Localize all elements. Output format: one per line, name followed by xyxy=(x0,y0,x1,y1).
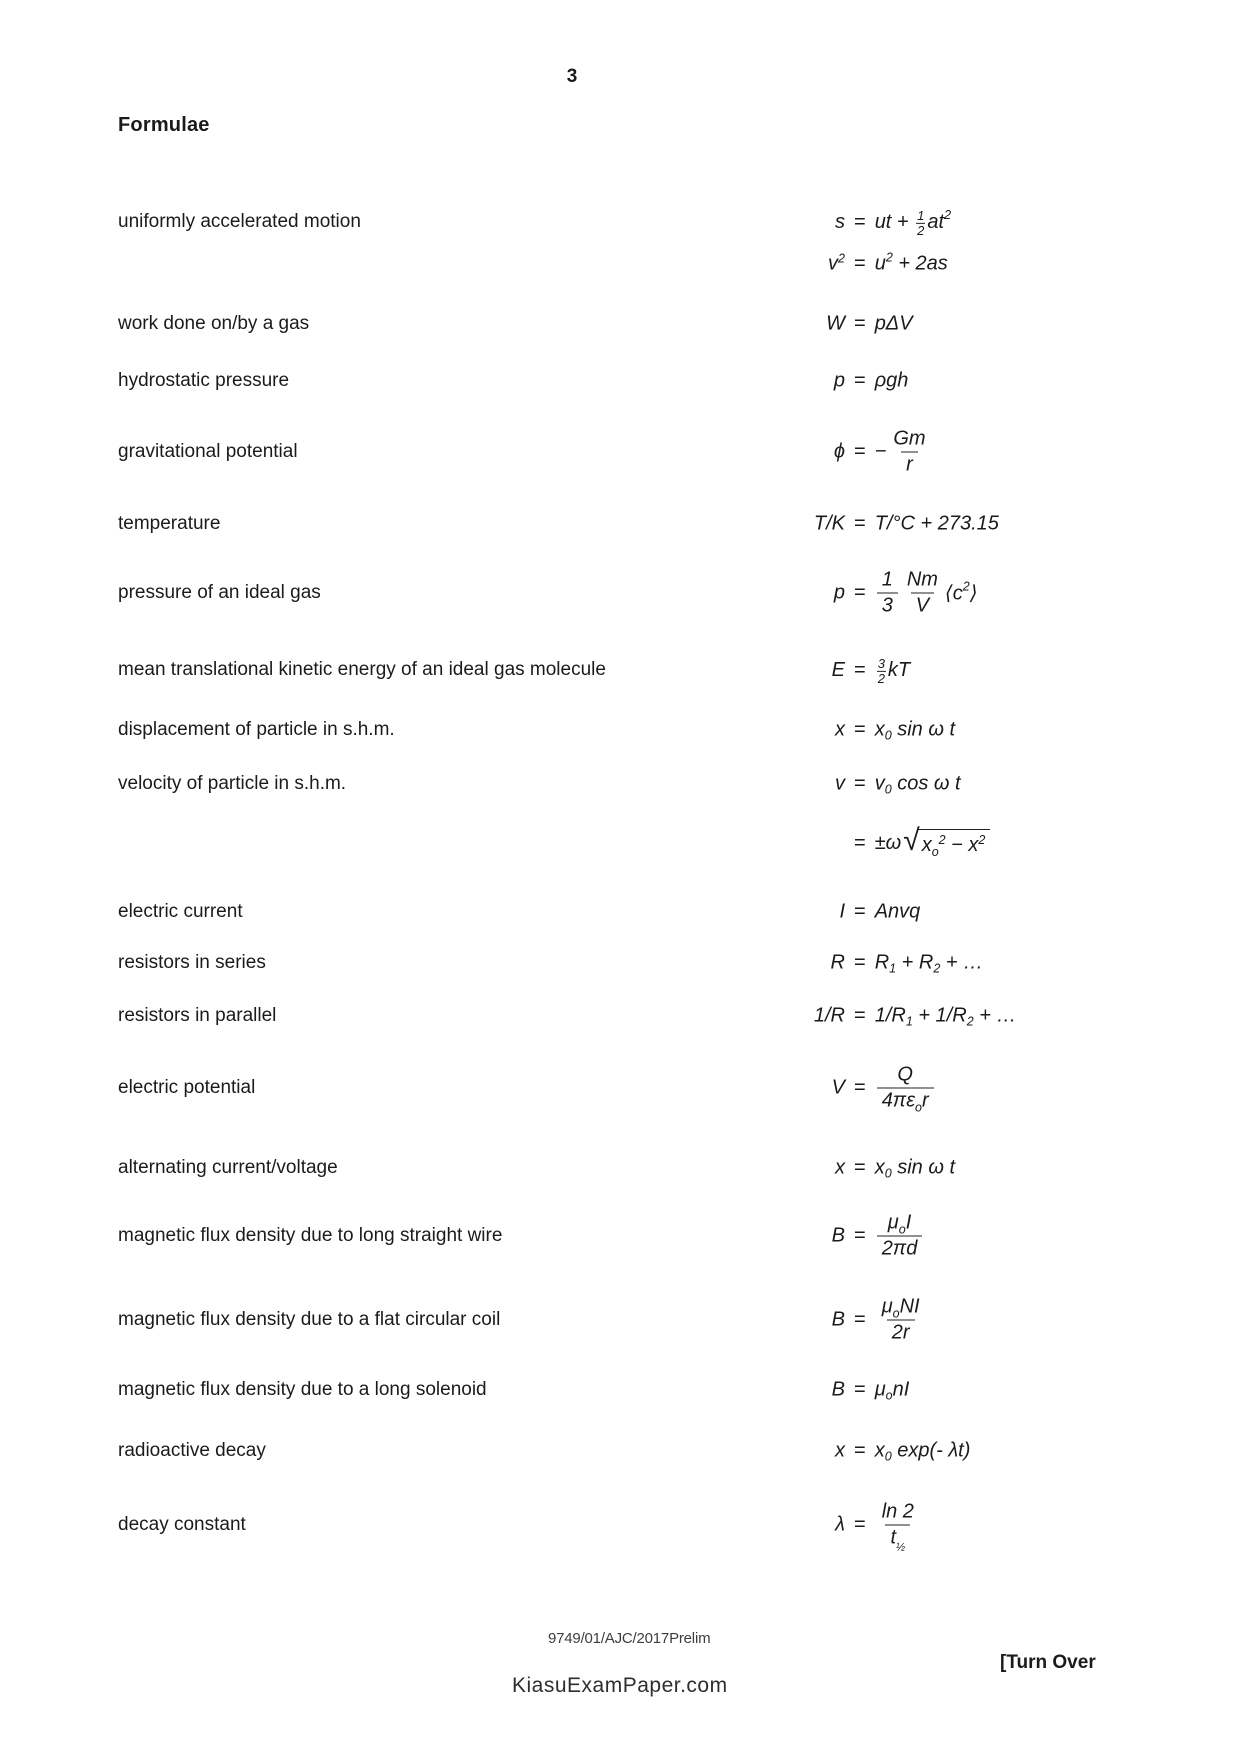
radical-sign: √ xyxy=(903,824,920,857)
math-term: r xyxy=(921,1089,929,1112)
math-term: nI xyxy=(892,1378,910,1401)
formula-label: gravitational potential xyxy=(118,441,298,462)
fraction xyxy=(877,1500,919,1554)
math-rhs: pΔV xyxy=(874,312,913,335)
formula-expression xyxy=(640,513,999,536)
equals-sign: = xyxy=(854,658,866,681)
formula-expression xyxy=(640,1500,921,1554)
equals-sign: = xyxy=(854,1378,866,1401)
radicand xyxy=(918,829,991,857)
math-term: x xyxy=(921,834,932,856)
equals-sign: = xyxy=(854,252,866,275)
math-term: μ xyxy=(881,1295,893,1318)
math-term: cos ω t xyxy=(891,772,961,795)
formula-label: radioactive decay xyxy=(118,1440,266,1461)
formula-expression xyxy=(640,370,908,393)
math-term: v xyxy=(828,252,839,275)
math-term: ut + xyxy=(874,210,915,233)
formula-row-shm-displacement xyxy=(118,718,1178,742)
fraction-one-half xyxy=(916,209,925,237)
formula-label: displacement of particle in s.h.m. xyxy=(118,719,395,740)
equals-sign: = xyxy=(854,900,866,923)
math-term: − x xyxy=(945,834,979,856)
math-rhs: x 0 sin ω t xyxy=(874,718,956,742)
equals-sign: = xyxy=(854,1308,866,1331)
math-term: x xyxy=(874,1439,885,1462)
formula-expression xyxy=(640,1005,1016,1028)
formula-label: alternating current/voltage xyxy=(118,1157,338,1178)
math-term: ⟨c xyxy=(944,582,963,605)
math-lhs: s xyxy=(835,210,845,233)
denominator: r xyxy=(901,452,918,478)
formula-row-hydrostatic-pressure xyxy=(118,369,1178,393)
equals-sign: = xyxy=(854,1439,866,1462)
formula-row-radioactive-decay xyxy=(118,1439,1178,1463)
equals-sign: = xyxy=(854,1076,866,1099)
fraction xyxy=(877,1063,934,1114)
math-lhs: I xyxy=(839,900,845,923)
formula-label: work done on/by a gas xyxy=(118,313,310,334)
equals-sign: = xyxy=(854,1004,866,1027)
math-term: 1/R xyxy=(874,1004,906,1027)
math-term: u xyxy=(874,252,886,275)
equals-sign: = xyxy=(854,581,866,604)
math-term: + … xyxy=(973,1004,1017,1027)
formula-row-electric-current xyxy=(118,900,1178,924)
numerator: 1 xyxy=(917,207,925,223)
math-term: x xyxy=(874,1156,885,1179)
fraction xyxy=(877,568,898,619)
math-term: μ xyxy=(874,1378,886,1401)
math-rhs: ρgh xyxy=(874,369,909,392)
superscript: 2 xyxy=(978,833,986,847)
math-term: μ xyxy=(887,1211,899,1234)
equals-sign: = xyxy=(854,1156,866,1179)
formula-expression xyxy=(640,427,933,478)
math-lhs: x xyxy=(835,1439,845,1462)
math-term: sin ω t xyxy=(891,718,956,741)
numerator: 3 xyxy=(877,655,885,671)
formula-row-uniform-acceleration xyxy=(118,207,1178,238)
formula-label: mean translational kinetic energy of an ideal gas molecule xyxy=(118,659,606,680)
math-lhs: 1/R xyxy=(813,1004,845,1027)
denominator: 2 xyxy=(877,670,885,686)
math-rhs xyxy=(875,1211,925,1262)
fraction xyxy=(888,427,930,478)
equals-sign: = xyxy=(854,831,866,854)
page-title: Formulae xyxy=(118,114,210,136)
math-term: 4πε xyxy=(881,1089,915,1112)
math-rhs: μ o nI xyxy=(874,1378,910,1402)
fraction-three-halves xyxy=(877,657,886,685)
math-rhs: x 0 exp(- λt) xyxy=(874,1439,971,1463)
formula-label: magnetic flux density due to a flat circular coil xyxy=(118,1309,501,1330)
formula-expression xyxy=(640,1063,936,1114)
math-rhs: T/°C + 273.15 xyxy=(874,512,999,535)
math-term: v xyxy=(874,772,885,795)
math-term: + 2as xyxy=(892,252,948,275)
formula-expression xyxy=(640,1157,955,1180)
math-term: exp(- λt) xyxy=(891,1439,971,1462)
math-lhs: V xyxy=(831,1076,845,1099)
fraction xyxy=(877,1295,925,1346)
formula-label: magnetic flux density due to long straight wire xyxy=(118,1225,503,1246)
math-rhs: Anvq xyxy=(874,900,921,923)
math-term: NI xyxy=(899,1295,920,1318)
formula-label: resistors in series xyxy=(118,952,266,973)
formula-expression xyxy=(640,719,955,742)
math-rhs: ut + $\frac{1}{2}$ at 2 xyxy=(874,207,952,238)
numerator: 1 xyxy=(881,568,893,591)
subscript: o xyxy=(892,1306,900,1321)
formula-expression xyxy=(640,1211,924,1262)
formula-expression xyxy=(640,250,948,276)
formula-row-ideal-gas-pressure xyxy=(118,561,1178,625)
formula-expression xyxy=(640,824,990,859)
math-term: + … xyxy=(940,951,984,974)
numerator: ln 2 xyxy=(881,1500,914,1523)
math-term: + R xyxy=(896,951,934,974)
math-term: t xyxy=(890,1526,896,1549)
math-rhs: 1/R 1 + 1/R 2 + … xyxy=(874,1004,1017,1028)
formula-row-shm-velocity-2 xyxy=(118,823,1178,863)
formula-row-flux-straight-wire xyxy=(118,1205,1178,1267)
formula-row-shm-velocity xyxy=(118,772,1178,796)
formula-label: resistors in parallel xyxy=(118,1005,277,1026)
formula-label: electric current xyxy=(118,901,243,922)
formula-expression xyxy=(640,313,913,336)
formula-expression xyxy=(640,952,983,975)
math-lhs: λ xyxy=(835,1513,845,1536)
denominator: 2r xyxy=(887,1320,915,1346)
math-term: + 1/R xyxy=(912,1004,967,1027)
math-rhs xyxy=(875,1500,921,1554)
math-lhs: B xyxy=(831,1378,845,1401)
formula-row-work-done-gas xyxy=(118,312,1178,336)
denominator: V xyxy=(911,593,934,619)
formula-row-electric-potential xyxy=(118,1056,1178,1120)
minus-sign: − xyxy=(874,440,887,463)
math-rhs: $\frac{1}{3}$ $\frac{Nm}{V}$ ⟨c 2 ⟩ xyxy=(875,568,978,619)
math-term: ⟩ xyxy=(969,582,978,605)
math-rhs: u 2 + 2as xyxy=(874,250,948,275)
math-term: I xyxy=(905,1211,912,1234)
math-rhs xyxy=(875,1295,927,1346)
formula-expression xyxy=(640,568,978,619)
math-lhs: x xyxy=(835,718,845,741)
formula-row-resistors-parallel xyxy=(118,1004,1178,1028)
math-lhs: p xyxy=(833,369,845,392)
formula-row-decay-constant xyxy=(118,1492,1178,1558)
math-lhs: T/K xyxy=(813,512,845,535)
numerator xyxy=(877,1295,925,1320)
numerator: Nm xyxy=(906,568,938,591)
math-rhs xyxy=(875,1063,936,1114)
math-term: x xyxy=(874,718,885,741)
formula-row-alternating-current xyxy=(118,1156,1178,1180)
turn-over-note: [Turn Over xyxy=(1000,1652,1096,1673)
denominator xyxy=(885,1525,910,1554)
formula-expression xyxy=(640,1295,927,1346)
page-number: 3 xyxy=(566,66,578,87)
denominator xyxy=(877,1088,934,1114)
fraction xyxy=(877,1211,923,1262)
formula-label: magnetic flux density due to a long solenoid xyxy=(118,1379,487,1400)
formula-row-uniform-acceleration-2 xyxy=(118,252,1178,276)
formula-expression xyxy=(640,656,910,684)
math-rhs xyxy=(874,824,991,859)
formula-row-flux-solenoid xyxy=(118,1378,1178,1402)
superscript: 2 xyxy=(838,251,845,266)
math-rhs: x 0 sin ω t xyxy=(874,1156,956,1180)
math-lhs: R xyxy=(830,951,845,974)
math-lhs: E xyxy=(831,658,845,681)
superscript: 2 xyxy=(938,833,946,847)
formula-label: hydrostatic pressure xyxy=(118,370,290,391)
equals-sign: = xyxy=(854,951,866,974)
math-lhs: x xyxy=(835,1156,845,1179)
math-term: at xyxy=(927,210,945,233)
equals-sign: = xyxy=(854,772,866,795)
formula-row-flux-circular-coil xyxy=(118,1289,1178,1351)
equals-sign: = xyxy=(854,210,866,233)
math-lhs: B xyxy=(831,1224,845,1247)
numerator xyxy=(883,1211,916,1236)
equals-sign: = xyxy=(854,512,866,535)
math-lhs xyxy=(640,253,845,276)
subscript-half: ½ xyxy=(896,1541,906,1554)
formula-expression xyxy=(640,773,961,796)
denominator: 3 xyxy=(877,593,898,619)
formula-row-resistors-series xyxy=(118,951,1178,975)
math-rhs xyxy=(875,427,933,478)
denominator: 2 xyxy=(917,222,925,238)
formula-label: uniformly accelerated motion xyxy=(118,211,361,232)
subscript: o xyxy=(915,1100,922,1115)
formula-label: decay constant xyxy=(118,1514,246,1535)
equals-sign: = xyxy=(854,312,866,335)
formula-label: electric potential xyxy=(118,1077,256,1098)
equals-sign: = xyxy=(854,718,866,741)
denominator: 2πd xyxy=(877,1236,923,1262)
formula-label: temperature xyxy=(118,513,221,534)
formula-expression xyxy=(640,1440,970,1463)
math-term: kT xyxy=(887,658,911,681)
math-term: ±ω xyxy=(874,831,902,854)
math-term: sin ω t xyxy=(891,1156,956,1179)
formula-label: pressure of an ideal gas xyxy=(118,582,321,603)
equals-sign: = xyxy=(854,440,866,463)
math-rhs: R 1 + R 2 + … xyxy=(874,951,984,975)
math-lhs: p xyxy=(833,581,845,604)
formula-row-gravitational-potential xyxy=(118,422,1178,482)
math-lhs: W xyxy=(826,312,845,335)
formula-expression xyxy=(640,208,951,236)
math-lhs: ϕ xyxy=(833,440,845,463)
fraction xyxy=(902,568,943,619)
formula-expression xyxy=(640,1379,909,1402)
math-term: R xyxy=(874,951,890,974)
subscript: o xyxy=(931,845,939,859)
numerator: Gm xyxy=(893,427,926,450)
paper-code: 9749/01/AJC/2017Prelim xyxy=(548,1630,711,1647)
math-rhs xyxy=(875,656,910,684)
square-root xyxy=(903,824,990,859)
numerator: Q xyxy=(897,1063,913,1086)
formula-label: velocity of particle in s.h.m. xyxy=(118,773,347,794)
formula-row-mean-kinetic-energy xyxy=(118,655,1178,686)
formula-row-temperature xyxy=(118,512,1178,536)
equals-sign: = xyxy=(854,369,866,392)
equals-sign: = xyxy=(854,1513,866,1536)
formula-expression xyxy=(640,901,920,924)
math-lhs: B xyxy=(831,1308,845,1331)
math-rhs: v 0 cos ω t xyxy=(874,772,961,796)
subscript: o xyxy=(898,1222,906,1237)
watermark-text: KiasuExamPaper.com xyxy=(512,1674,728,1697)
equals-sign: = xyxy=(854,1224,866,1247)
math-lhs: v xyxy=(835,772,845,795)
